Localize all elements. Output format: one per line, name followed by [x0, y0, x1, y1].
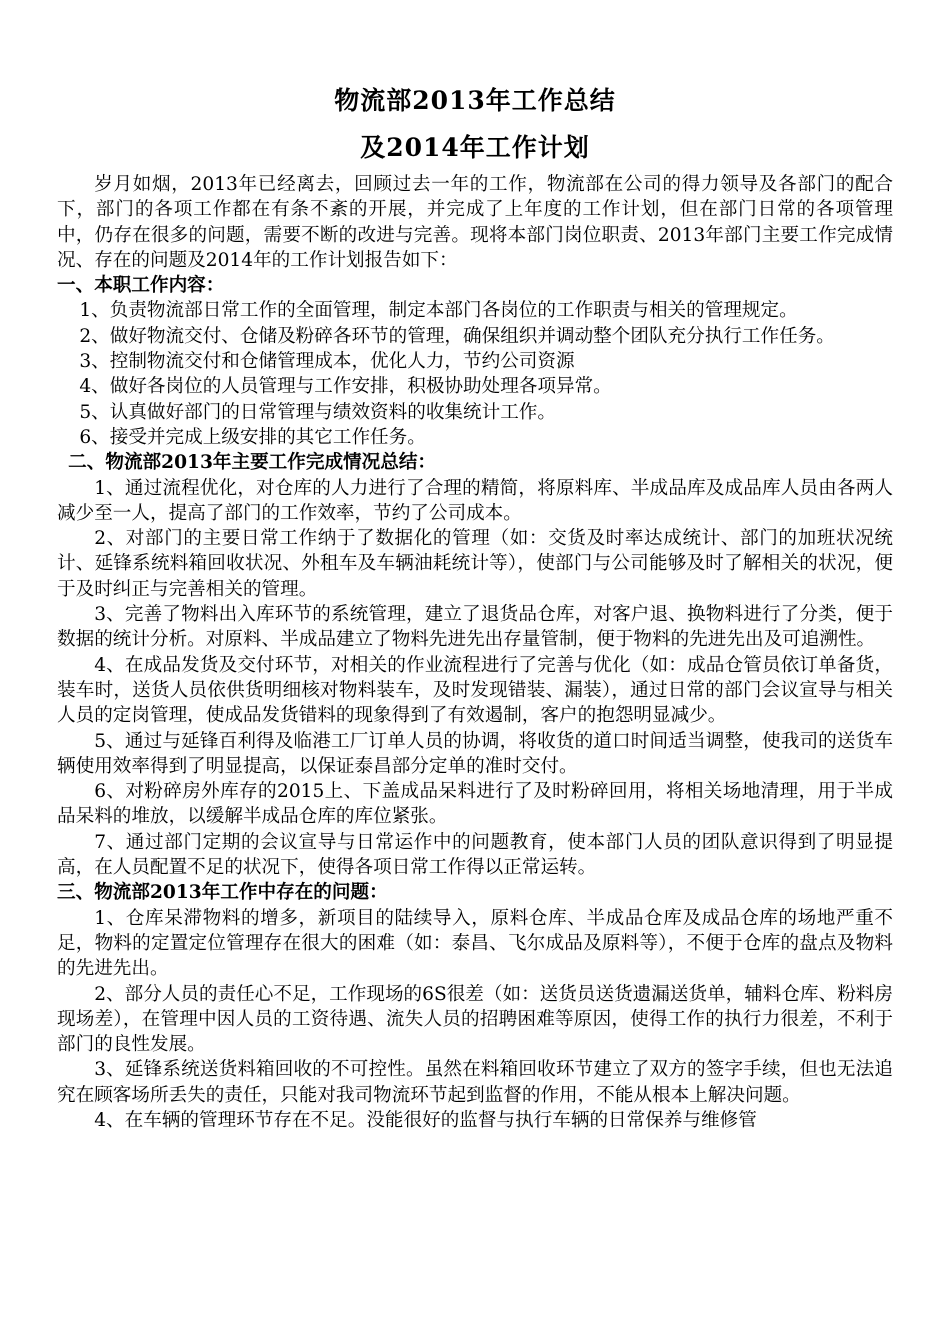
- list-item: 7、通过部门定期的会议宣导与日常运作中的问题教育，使本部门人员的团队意识得到了明显提高，在人员配置不足的状况下，使得各项日常工作得以正常运转。: [57, 831, 893, 879]
- list-item: 2、对部门的主要日常工作纳于了数据化的管理（如：交货及时率达成统计、部门的加班状况统计、延锋系统料箱回收状况、外租车及车辆油耗统计等），使部门与公司能够及时了解相关的状况，便于及时纠正与完善相关的管理。: [57, 528, 893, 600]
- list-item: 3、控制物流交付和仓储管理成本，优化人力，节约公司资源: [79, 351, 575, 373]
- document-subtitle: 及2014年工作计划: [360, 133, 590, 162]
- list-item: 3、完善了物料出入库环节的系统管理，建立了退货品仓库，对客户退、换物料进行了分类，便于数据的统计分析。对原料、半成品建立了物料先进先出存量管制，便于物料的先进先出及可追溯性。: [57, 604, 893, 651]
- list-item: 4、做好各岗位的人员管理与工作安排，积极协助处理各项异常。: [79, 376, 612, 398]
- list-item: 3、延锋系统送货料箱回收的不可控性。虽然在料箱回收环节建立了双方的签字手续，但也无法追究在顾客场所丢失的责任，只能对我司物流环节起到监督的作用，不能从根本上解决问题。: [57, 1059, 893, 1106]
- list-item: 4、在成品发货及交付环节，对相关的作业流程进行了完善与优化（如：成品仓管员依订单备货，装车时，送货人员依供货明细核对物料装车，及时发现错装、漏装），通过日常的部门会议宣导与相关人员的定岗管理，使成品发货错料的现象得到了有效遏制，客户的抱怨明显减少。: [57, 654, 893, 727]
- list-item: 5、通过与延锋百利得及临港工厂订单人员的协调，将收货的道口时间适当调整，使我司的送货车辆使用效率得到了明显提高，以保证泰昌部分定单的准时交付。: [57, 730, 893, 777]
- list-item: 1、通过流程优化，对仓库的人力进行了合理的精简，将原料库、半成品库及成品库人员由各两人减少至一人，提高了部门的工作效率，节约了公司成本。: [57, 477, 893, 524]
- document-body: [57, 172, 893, 1133]
- section-heading: 一、本职工作内容：: [57, 275, 225, 297]
- document-title: 物流部2013年工作总结: [334, 86, 616, 115]
- list-item: 2、做好物流交付、仓储及粉碎各环节的管理，确保组织并调动整个团队充分执行工作任务。: [79, 325, 835, 347]
- list-item: 2、部分人员的责任心不足，工作现场的6S很差（如：送货员送货遗漏送货单，辅料仓库、粉料房现场差），在管理中因人员的工资待遇、流失人员的招聘困难等原因，使得工作的执行力很差，不利于部门的良性发展。: [57, 983, 893, 1056]
- list-item: 6、对粉碎房外库存的2015上、下盖成品呆料进行了及时粉碎回用，将相关场地清理，用于半成品呆料的堆放，以缓解半成品仓库的库位紧张。: [57, 781, 893, 828]
- section-heading: 三、物流部2013年工作中存在的问题：: [57, 882, 388, 904]
- intro-paragraph: 岁月如烟，2013年已经离去，回顾过去一年的工作，物流部在公司的得力领导及各部门的配合下，部门的各项工作都在有条不紊的开展，并完成了上年度的工作计划，但在部门日常的各项管理中，仍存在很多的问题，需要不断的改进与完善。现将本部门岗位职责、2013年部门主要工作完成情况、存在的问题及2014年的工作计划报告如下：: [57, 174, 893, 271]
- list-item: 1、负责物流部日常工作的全面管理，制定本部门各岗位的工作职责与相关的管理规定。: [79, 300, 798, 322]
- list-item: 4、在车辆的管理环节存在不足。没能很好的监督与执行车辆的日常保养与维修管: [94, 1109, 757, 1131]
- list-item: 1、仓库呆滞物料的增多，新项目的陆续导入，原料仓库、半成品仓库及成品仓库的场地严重不足，物料的定置定位管理存在很大的困难（如：泰昌、飞尔成品及原料等），不便于仓库的盘点及物料的先进先出。: [57, 907, 893, 980]
- list-item: 5、认真做好部门的日常管理与绩效资料的收集统计工作。: [79, 401, 556, 423]
- section-heading: 二、物流部2013年主要工作完成情况总结：: [68, 452, 437, 474]
- list-item: 6、接受并完成上级安排的其它工作任务。: [79, 426, 426, 448]
